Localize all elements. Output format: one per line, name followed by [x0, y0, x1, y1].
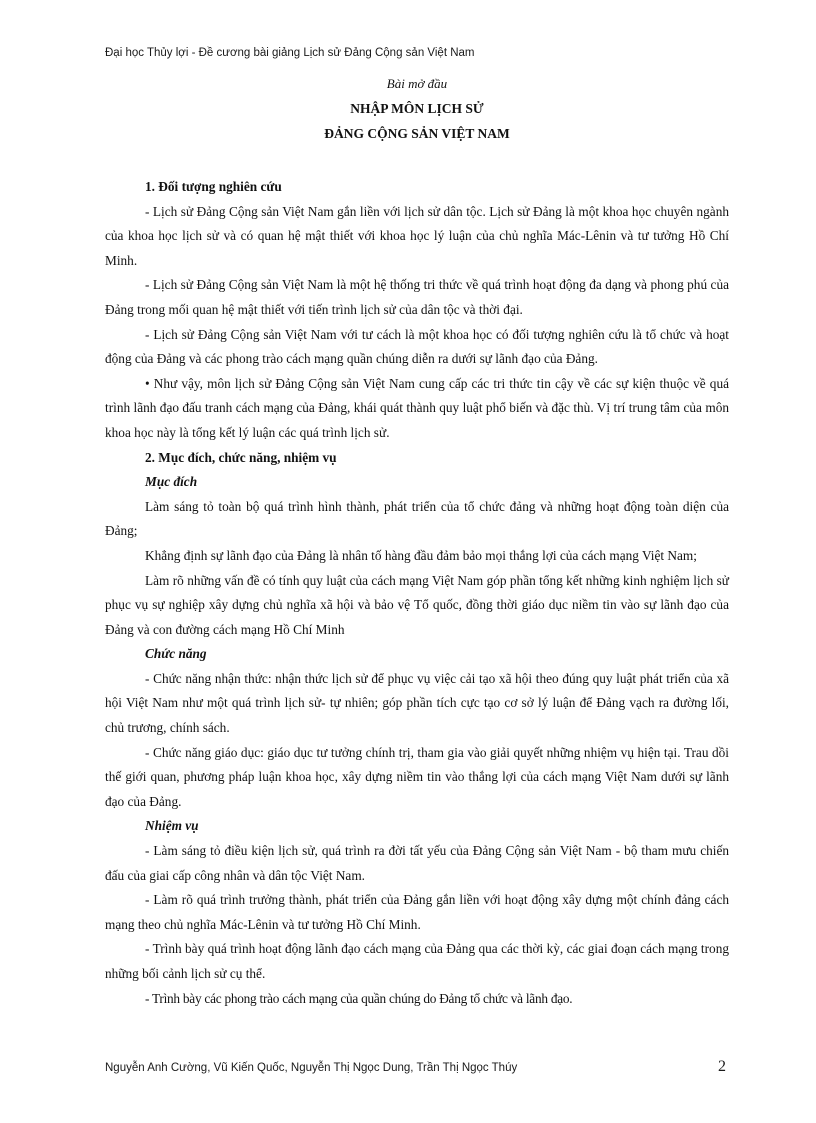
running-header: Đại học Thủy lợi - Đề cương bài giảng Lịch sử Đảng Cộng sản Việt Nam — [105, 47, 475, 59]
paragraph: - Lịch sử Đảng Cộng sản Việt Nam gắn liền với lịch sử dân tộc. Lịch sử Đảng là một khoa học chuyên ngành của khoa học lịch sử và có quan hệ mật thiết với khoa học lý luận của chủ nghĩa Mác-Lênin và tư tưởng Hồ Chí Minh. — [105, 203, 729, 268]
paragraph: - Chức năng giáo dục: giáo dục tư tưởng chính trị, tham gia vào giải quyết những nhiệm vụ hiện tại. Trau dồi thế giới quan, phương pháp luận khoa học, xây dựng niềm tin vào thắng lợi của cách mạng Việt Nam dưới sự lãnh đạo của Đảng. — [105, 744, 729, 809]
title-block — [105, 72, 729, 146]
subheading-purpose: Mục đích — [145, 474, 198, 490]
section-heading-purpose-functions-tasks: 2. Mục đích, chức năng, nhiệm vụ — [145, 449, 337, 465]
paragraph: - Lịch sử Đảng Cộng sản Việt Nam là một hệ thống tri thức về quá trình hoạt động đa dạng và phong phú của Đảng trong mối quan hệ mật thiết với tiến trình lịch sử của dân tộc và thời đại. — [105, 277, 729, 317]
paragraph: - Lịch sử Đảng Cộng sản Việt Nam với tư cách là một khoa học có đối tượng nghiên cứu là tổ chức và hoạt động của Đảng và các phong trào cách mạng quần chúng diễn ra dưới sự lãnh đạo của Đảng. — [105, 326, 729, 367]
document-body — [105, 175, 729, 1011]
paragraph: - Chức năng nhận thức: nhận thức lịch sử để phục vụ việc cải tạo xã hội theo đúng quy luật phát triển của xã hội Việt Nam như một quá trình lịch sử- tự nhiên; góp phần tích cực tạo cơ sở lý luận để Đảng vạch ra đường lối, chủ trương, chính sách. — [105, 670, 729, 736]
bullet-paragraph: • Như vậy, môn lịch sử Đảng Cộng sản Việt Nam cung cấp các tri thức tin cậy về các sự kiện thuộc về quá trình lãnh đạo đấu tranh cách mạng của Đảng, khái quát thành quy luật phổ biến và đặc thù. Vị trí trung tâm của môn khoa học này là tổng kết lý luận các quá trình lịch sử. — [105, 375, 729, 440]
paragraph: Làm sáng tỏ toàn bộ quá trình hình thành, phát triển của tổ chức đảng và những hoạt động toàn diện của Đảng; — [105, 498, 729, 539]
page-number: 2 — [718, 1058, 726, 1075]
subheading-functions: Chức năng — [145, 646, 207, 662]
paragraph: - Trình bày các phong trào cách mạng của quần chúng do Đảng tổ chức và lãnh đạo. — [145, 990, 573, 1006]
lesson-label: Bài mở đầu — [386, 76, 448, 91]
subheading-tasks: Nhiệm vụ — [145, 818, 199, 834]
paragraph: - Làm sáng tỏ điều kiện lịch sử, quá trình ra đời tất yếu của Đảng Cộng sản Việt Nam - bộ tham mưu chiến đấu của giai cấp công nhân và dân tộc Việt Nam. — [105, 843, 729, 883]
footer-authors: Nguyễn Anh Cường, Vũ Kiến Quốc, Nguyễn Thị Ngọc Dung, Trần Thị Ngọc Thúy — [105, 1062, 518, 1074]
paragraph: - Trình bày quá trình hoạt động lãnh đạo cách mạng của Đảng qua các thời kỳ, các giai đoạn cách mạng trong những bối cảnh lịch sử cụ thể. — [105, 941, 729, 981]
paragraph: - Làm rõ quá trình trưởng thành, phát triển của Đảng gắn liền với hoạt động xây dựng một chính đảng cách mạng theo chủ nghĩa Mác-Lênin và tư tưởng Hồ Chí Minh. — [105, 892, 729, 932]
page-title-line-2: ĐẢNG CỘNG SẢN VIỆT NAM — [324, 126, 510, 141]
page-title-line-1: NHẬP MÔN LỊCH SỬ — [350, 101, 484, 116]
paragraph: Làm rõ những vấn đề có tính quy luật của cách mạng Việt Nam góp phần tổng kết những kinh nghiệm lịch sử phục vụ sự nghiệp xây dựng chủ nghĩa xã hội và bảo vệ Tổ quốc, đồng thời giáo dục niềm tin vào sự lãnh đạo của Đảng và con đường cách mạng Hồ Chí Minh — [105, 572, 729, 637]
paragraph: Khẳng định sự lãnh đạo của Đảng là nhân tố hàng đầu đảm bảo mọi thắng lợi của cách mạng Việt Nam; — [145, 547, 697, 563]
section-heading-research-object: 1. Đối tượng nghiên cứu — [145, 179, 282, 194]
